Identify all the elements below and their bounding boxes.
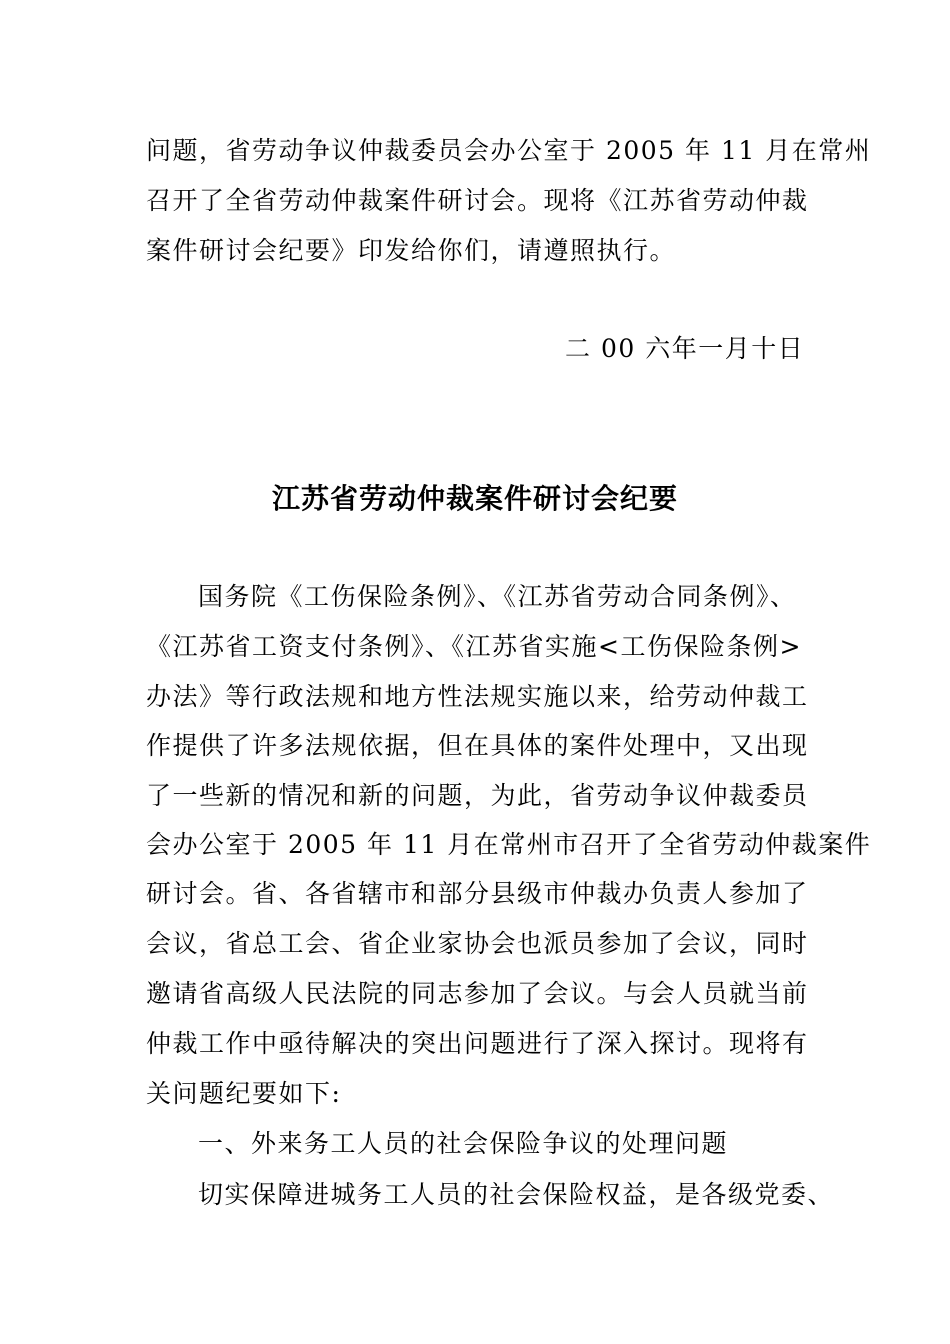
body-line-3: 办法》等行政法规和地方性法规实施以来，给劳动仲裁工 — [146, 682, 809, 711]
document-date: 二 00 六年一月十日 — [565, 334, 805, 363]
body-line-10: 仲裁工作中亟待解决的突出问题进行了深入探讨。现将有 — [146, 1029, 809, 1058]
body-line-1: 国务院《工伤保险条例》、《江苏省劳动合同条例》、 — [198, 582, 797, 611]
section-first-line: 切实保障进城务工人员的社会保险权益，是各级党委、 — [198, 1180, 835, 1209]
body-line-9: 邀请省高级人民法院的同志参加了会议。与会人员就当前 — [146, 979, 809, 1008]
body-line-6: 会办公室于 2005 年 11 月在常州市召开了全省劳动仲裁案件 — [146, 830, 872, 859]
intro-line-3: 案件研讨会纪要》印发给你们，请遵照执行。 — [146, 236, 677, 265]
document-title: 江苏省劳动仲裁案件研讨会纪要 — [271, 482, 678, 515]
section-heading: 一、外来务工人员的社会保险争议的处理问题 — [198, 1129, 729, 1158]
body-line-11: 关问题纪要如下: — [146, 1079, 342, 1108]
intro-line-1: 问题，省劳动争议仲裁委员会办公室于 2005 年 11 月在常州 — [146, 136, 872, 165]
body-line-4: 作提供了许多法规依据，但在具体的案件处理中，又出现 — [146, 731, 809, 760]
body-line-7: 研讨会。省、各省辖市和部分县级市仲裁办负责人参加了 — [146, 879, 809, 908]
intro-line-2: 召开了全省劳动仲裁案件研讨会。现将《江苏省劳动仲裁 — [146, 186, 809, 215]
body-line-5: 了一些新的情况和新的问题，为此，省劳动争议仲裁委员 — [146, 781, 809, 810]
body-line-2: 《江苏省工资支付条例》、《江苏省实施<工伤保险条例> — [146, 632, 802, 661]
body-line-8: 会议，省总工会、省企业家协会也派员参加了会议，同时 — [146, 929, 809, 958]
